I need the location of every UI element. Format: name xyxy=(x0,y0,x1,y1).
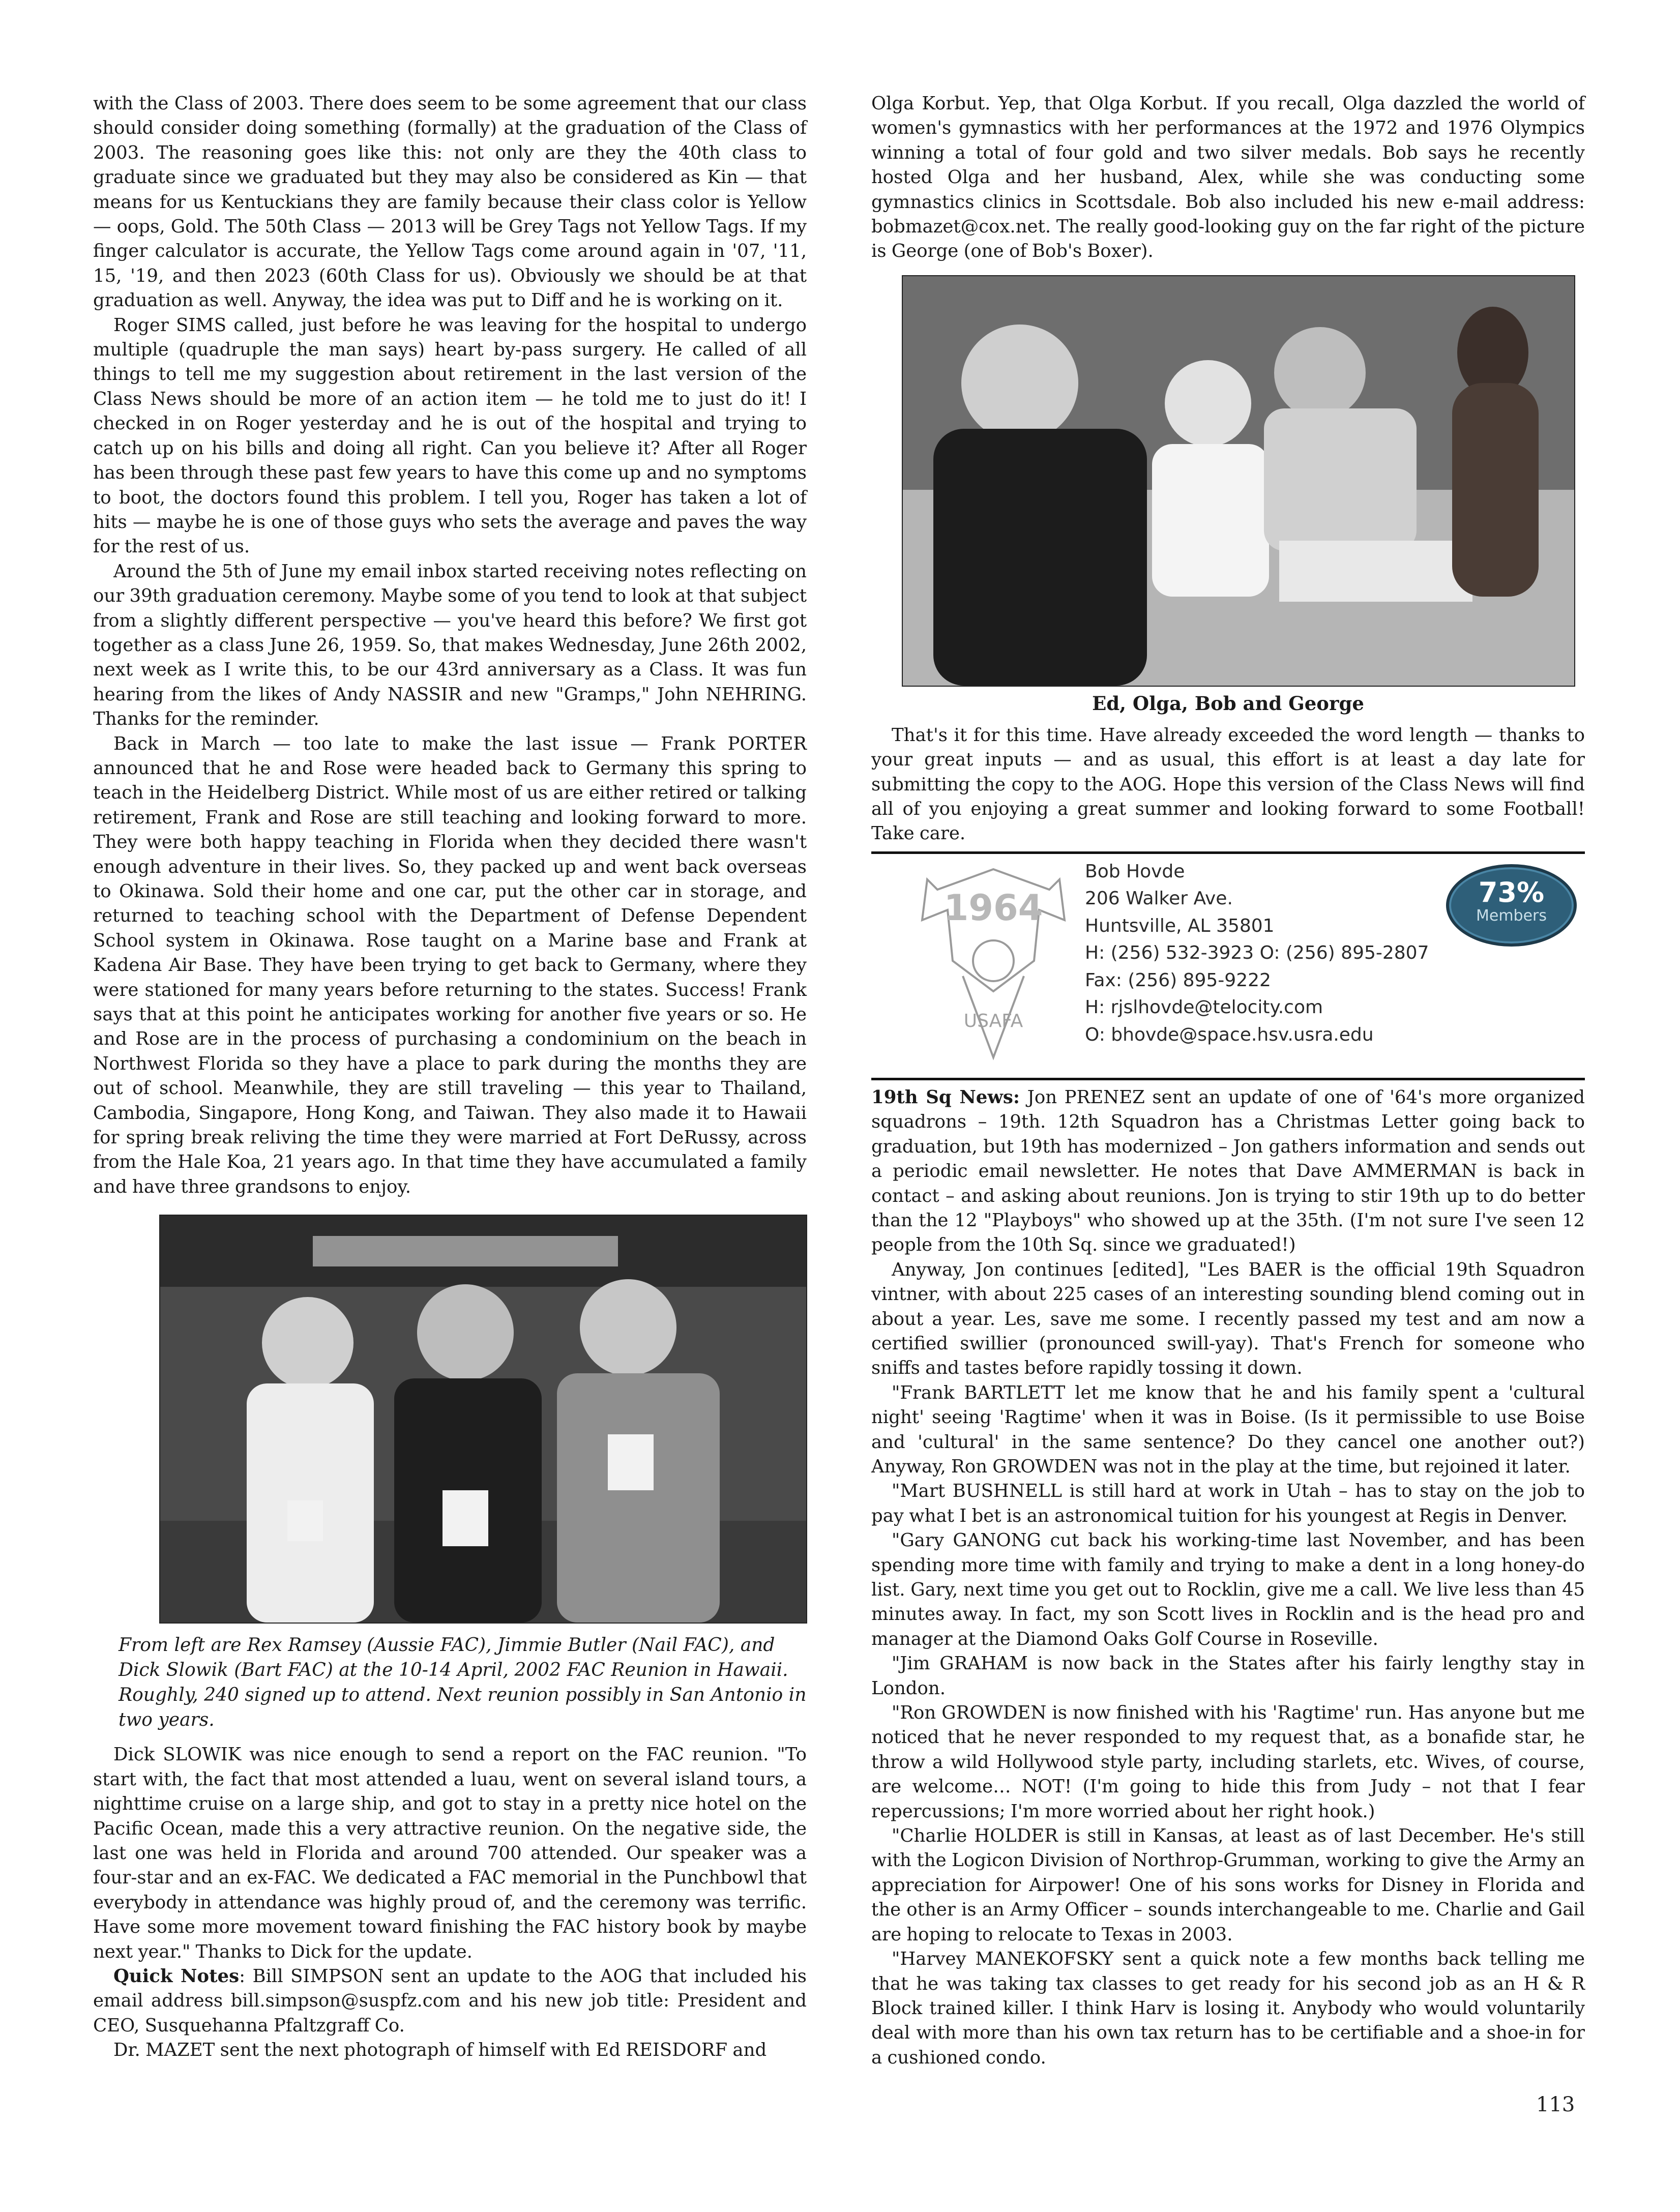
article-paragraph: Around the 5th of June my email inbox started receiving notes reflecting on our 39th graduation ceremony. Maybe some of you tend to look at that subject from a slightly different perspective — you've heard this before? We first got together as a class June 26, 1959. So, that makes Wednesday, June 26th 2002, next week as I write this, to be our 43rd anniversary as a Class. It was fun hearing from the likes of Andy NASSIR and new "Gramps," John NEHRING. Thanks for the reminder. xyxy=(93,561,807,730)
contact-email-office: O: bhovde@space.hsv.usra.edu xyxy=(1085,1024,1374,1045)
crest-year: 1964 xyxy=(944,887,1043,929)
crest-letters: USAFA xyxy=(963,1010,1023,1031)
sq-news-heading: 19th Sq News: xyxy=(871,1086,1020,1108)
left-column xyxy=(93,92,807,2063)
fac-reunion-photo-image xyxy=(160,1216,806,1623)
article-paragraph: with the Class of 2003. There does seem to be some agreement that our class should consider doing something (formally) at the graduation of the Class of 2003. The reasoning goes like this: not only are they the 40th class to graduate since we graduated but they may also be considered as Kin — that means for us Kentuckians they are family because their class color is Yellow — oops, Gold. The 50th Class — 2013 will be Grey Tags not Yellow Tags. If my finger calculator is accurate, the Yellow Tags come around again in '07, '11, 15, '19, and then 2023 (60th Class for us). Obviously we should be at that graduation as well. Anyway, the idea was put to Diff and he is working on it. xyxy=(93,93,807,311)
contact-email-home: H: rjslhovde@telocity.com xyxy=(1085,997,1323,1018)
contact-details xyxy=(1085,858,1429,1049)
contact-name: Bob Hovde xyxy=(1085,861,1185,882)
usafa-1964-crest-icon xyxy=(917,859,1070,1063)
article-paragraph: "Mart BUSHNELL is still hard at work in Utah – has to stay on the job to pay what I bet is an astronomical tuition for his youngest at Regis in Denver. xyxy=(871,1481,1585,1526)
quick-notes-paragraph xyxy=(93,1964,807,2038)
fac-reunion-photo-caption: From left are Rex Ramsey (Aussie FAC), Jimmie Butler (Nail FAC), and Dick Slowik (Bart FAC) at the 10-14 April, 2002 FAC Reunion in Hawaii. Roughly, 240 signed up to attend. Next reunion possibly in San Antonio in two years. xyxy=(119,1635,807,1731)
article-paragraph: Back in March — too late to make the last issue — Frank PORTER announced that he and Rose were headed back to Germany this spring to teach in the Heidelberg District. While most of us are either retired or talking retirement, Frank and Rose are still teaching and looking forward to more. They were both happy teaching in Florida when they decided there wasn't enough adventure in their lives. So, they packed up and went back overseas to Okinawa. Sold their home and one car, put the other car in storage, and returned to teaching school with the Department of Defense Dependent School system in Okinawa. Rose taught on a Marine base and Frank at Kadena Air Base. They have been trying to get back to Germany, where they were stationed for many years before returning to the states. Success! Frank says that at this point he anticipates working for another five years or so. He and Rose are in the process of purchasing a condominium on the beach in Northwest Florida so they have a place to park during the months they are out of school. Meanwhile, they are still traveling — this year to Thailand, Cambodia, Singapore, Hong Kong, and Taiwan. They also made it to Hawaii for spring break reliving the time they were married at Fort DeRussy, across from the Hale Koa, 21 years ago. In that time they have accumulated a family and have three grandsons to enjoy. xyxy=(93,733,807,1197)
contact-city: Huntsville, AL 35801 xyxy=(1085,915,1275,936)
section-divider xyxy=(871,1078,1585,1080)
article-paragraph: "Charlie HOLDER is still in Kansas, at least as of last December. He's still with the Logicon Division of Northrop-Grumman, working to give the Army an appreciation for Airpower! One of his sons works for Disney in Florida and the other is an Army Officer – sounds interchangeable to me. Charlie and Gail are hoping to relocate to Texas in 2003. xyxy=(871,1825,1585,1945)
page-number: 113 xyxy=(1536,2093,1575,2116)
quick-notes-text: : Bill SIMPSON sent an update to the AOG that included his email address bill.simpson@suspfz.com and his new job title: President and CEO, Susquehanna Pfaltzgraff Co. xyxy=(93,1965,807,2036)
article-paragraph: "Frank BARTLETT let me know that he and his family spent a 'cultural night' seeing 'Ragtime' when it was in Boise. (Is it permissible to use Boise and 'cultural' in the same sentence? Do they cancel one another out?) Anyway, Ron GROWDEN was not in the play at the time, but rejoined it later. xyxy=(871,1382,1585,1477)
article-paragraph: Anyway, Jon continues [edited], "Les BAER is the official 19th Squadron vintner, with about 225 cases of an interesting sounding blend coming out in about a year. Les, save me some. I recently passed my test and am now a certified swillier (pronounced swill-yay). That's French for someone who sniffs and tastes before rapidly tossing it down. xyxy=(871,1259,1585,1379)
sq-news-text: Jon PRENEZ sent an update of one of '64's more organized squadrons – 19th. 12th Squadron has a Christmas Letter going back to graduation, but 19th has modernized – Jon gathers information and sends out a periodic email newsletter. He notes that Dave AMMERMAN is back in contact – and asking about reunions. Jon is trying to stir 19th up to do better than the 12 "Playboys" who showed up at the 35th. (I'm not sure I've seen 12 people from the 10th Sq. since we graduated!) xyxy=(871,1086,1585,1256)
article-paragraph: Olga Korbut. Yep, that Olga Korbut. If you recall, Olga dazzled the world of women's gymnastics with her performances at the 1972 and 1976 Olympics winning a total of four gold and two silver medals. Bob says he recently hosted Olga and her husband, Alex, while she was conducting some gymnastics clinics in Scottsdale. Bob also included his new e-mail address: bobmazet@cox.net. The really good-looking guy on the far right of the picture is George (one of Bob's Boxer). xyxy=(871,93,1585,262)
article-paragraph: Dick SLOWIK was nice enough to send a report on the FAC reunion. "To start with, the fact that most attended a luau, went on several island tours, a nighttime cruise on a large ship, and got to stay in a pretty nice hotel on the Pacific Ocean, made this a very attractive reunion. On the negative side, the last one was held in Florida and around 700 attended. Our speaker was a four-star and an ex-FAC. We dedicated a FAC memorial in the Punchbowl that everybody in attendance was highly proud of, and the ceremony was terrific. Have some more movement toward finishing the FAC history book by maybe next year." Thanks to Dick for the update. xyxy=(93,1744,807,1962)
article-paragraph: Dr. MAZET sent the next photograph of himself with Ed REISDORF and xyxy=(113,2040,767,2061)
contact-phones: H: (256) 532-3923 O: (256) 895-2807 xyxy=(1085,942,1429,964)
membership-badge xyxy=(1446,864,1577,947)
right-column xyxy=(871,92,1585,2070)
fac-reunion-photo xyxy=(159,1215,807,1624)
contact-fax: Fax: (256) 895-9222 xyxy=(1085,969,1271,991)
article-paragraph: "Gary GANONG cut back his working-time last November, and has been spending more time with family and trying to make a dent in a long honey-do list. Gary, next time you get out to Rocklin, give me a call. We live less than 45 minutes away. In fact, my son Scott lives in Rocklin and is the head pro and manager at the Diamond Oaks Golf Course in Roseville. xyxy=(871,1530,1585,1649)
olga-korbut-photo xyxy=(902,275,1575,687)
quick-notes-heading: Quick Notes xyxy=(113,1965,240,1987)
closing-paragraph: That's it for this time. Have already exceeded the word length — thanks to your great inputs — and as usual, this effort is at least a day late for submitting the copy to the AOG. Hope this version of the Class News will find all of you enjoying a great summer and looking forward to some Football! Take care. xyxy=(871,724,1585,844)
contact-street: 206 Walker Ave. xyxy=(1085,888,1233,909)
class-scribe-contact xyxy=(871,854,1585,1078)
membership-percent: 73% xyxy=(1478,876,1545,908)
article-paragraph: "Ron GROWDEN is now finished with his 'Ragtime' run. Has anyone but me noticed that he never responded to my request that, as a bonafide star, he throw a wild Hollywood style party, including starlets, etc. Wives, of course, are welcome… NOT! (I'm going to hide this from Judy – not that I fear repercussions; I'm more worried about her right hook.) xyxy=(871,1702,1585,1822)
article-paragraph: "Jim GRAHAM is now back in the States after his fairly lengthy stay in London. xyxy=(871,1653,1585,1699)
article-paragraph: "Harvey MANEKOFSKY sent a quick note a few months back telling me that he was taking tax classes to get ready for his second job as an H & R Block trained killer. I think Harv is losing it. Anybody who would voluntarily deal with more than his own tax return has to be certifiable and a shoe-in for a cushioned condo. xyxy=(871,1949,1585,2068)
olga-korbut-photo-image xyxy=(903,276,1574,686)
olga-korbut-photo-caption: Ed, Olga, Bob and George xyxy=(1092,692,1364,715)
article-paragraph: Roger SIMS called, just before he was leaving for the hospital to undergo multiple (quadruple the man says) heart by-pass surgery. He called of all things to tell me my suggestion about retirement in the last version of the Class News should be more of an action item — he told me to just do it! I checked in on Roger yesterday and he is out of the hospital and trying to catch up on his bills and doing all right. Can you believe it? After all Roger has been through these past few years to have this come up and no symptoms to boot, the doctors found this problem. I tell you, Roger has taken a lot of hits — maybe he is one of those guys who sets the average and paves the way for the rest of us. xyxy=(93,314,807,557)
sq-news-paragraph xyxy=(871,1085,1585,1258)
membership-label: Members xyxy=(1476,906,1547,925)
